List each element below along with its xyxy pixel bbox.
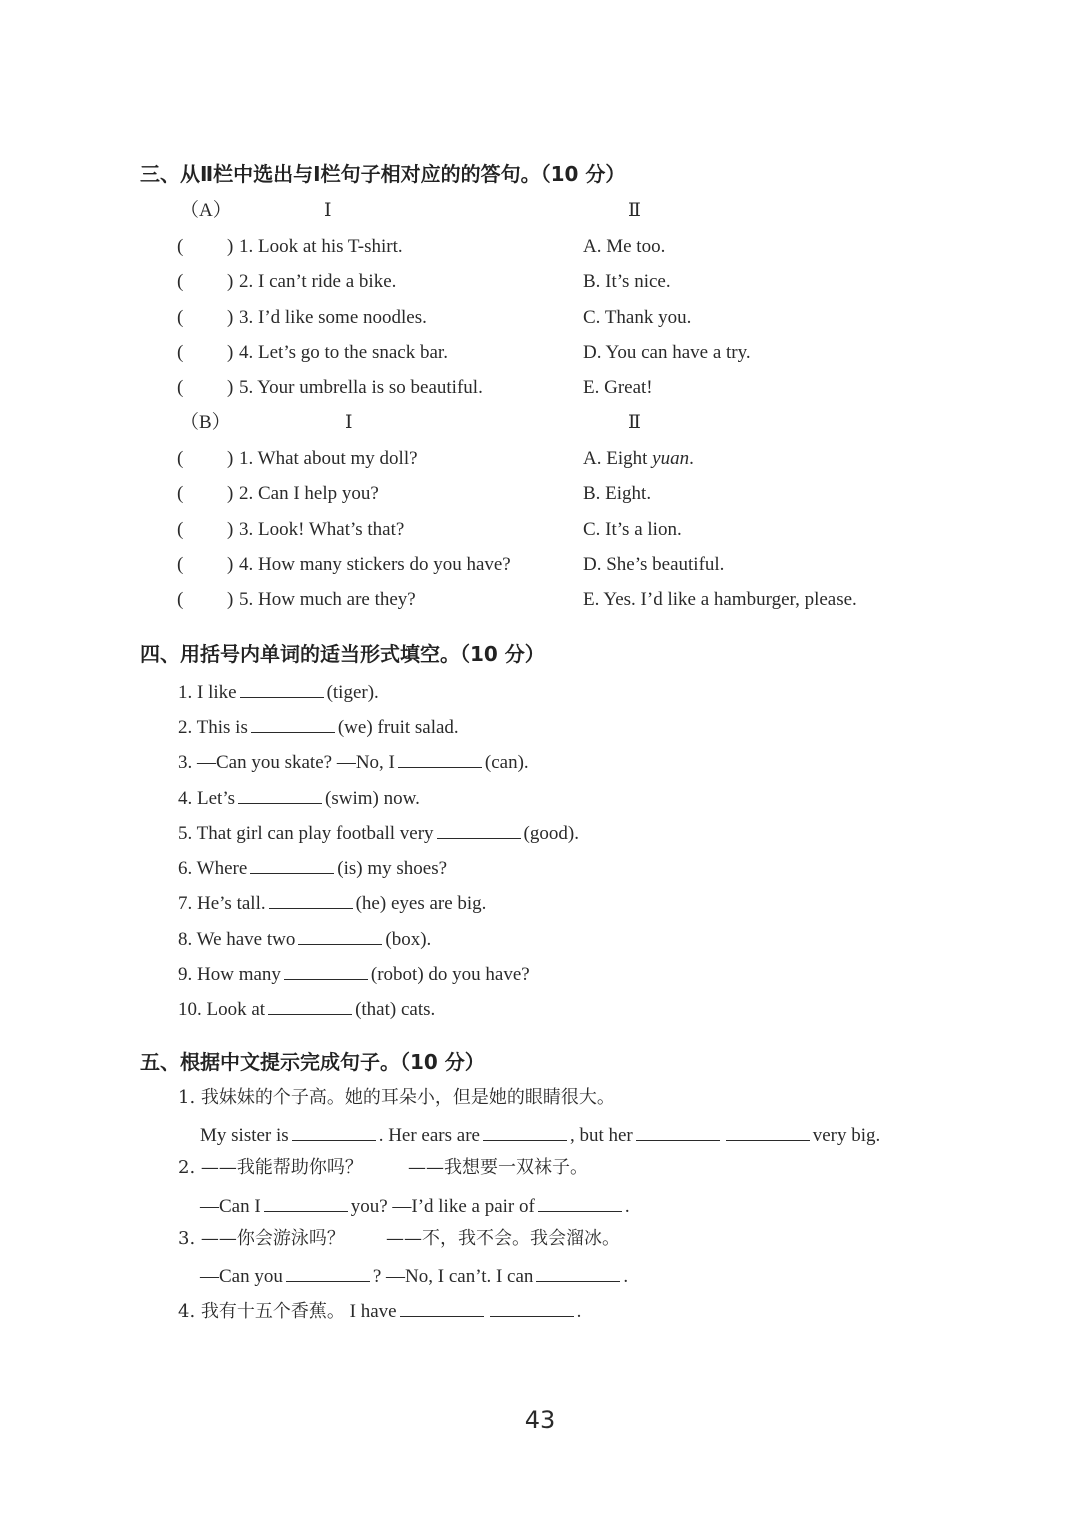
- part-b-question-2: 2. Can I help you?: [239, 483, 379, 504]
- q1-english: [200, 1124, 880, 1145]
- q1-part-d: very big.: [812, 1125, 881, 1146]
- fill-item-pre: 4. Let’s: [178, 788, 235, 809]
- part-a-answer-4: D. You can have a try.: [583, 342, 751, 363]
- q3-part-a: —Can you: [200, 1266, 283, 1287]
- answer-blank[interactable]: [536, 1265, 620, 1282]
- q2-chinese-b: ——我想要一双袜子。: [408, 1157, 588, 1178]
- part-a-answer-2: B. It’s nice.: [583, 271, 671, 292]
- part-a-question-3: 3. I’d like some noodles.: [239, 307, 427, 328]
- answer-blank[interactable]: [240, 681, 324, 698]
- fill-item-post: (that) cats.: [355, 999, 436, 1020]
- fill-item-3: [178, 751, 529, 772]
- answer-blank[interactable]: [250, 857, 334, 874]
- fill-item-post: (robot) do you have?: [370, 964, 530, 985]
- answer-blank[interactable]: [264, 1195, 348, 1212]
- q1-part-a: My sister is: [200, 1125, 289, 1146]
- fill-item-post: (he) eyes are big.: [355, 893, 487, 914]
- part-b-answer-5: E. Yes. I’d like a hamburger, please.: [583, 589, 857, 610]
- answer-blank[interactable]: [490, 1300, 574, 1317]
- fill-item-pre: 9. How many: [178, 964, 281, 985]
- answer-paren-close: ): [227, 448, 234, 469]
- part-b-answer-1-italic: yuan: [652, 448, 690, 469]
- part-b-answer-3: C. It’s a lion.: [583, 519, 682, 540]
- fill-item-post: (swim) now.: [325, 788, 420, 809]
- section-5-heading: 五、根据中文提示完成句子。（10 分）: [140, 1050, 485, 1074]
- fill-item-7: [178, 892, 486, 913]
- part-a-col2: Ⅱ: [628, 200, 641, 221]
- answer-paren-close: ): [227, 307, 234, 328]
- answer-paren-close: ): [227, 483, 234, 504]
- answer-blank[interactable]: [483, 1124, 567, 1141]
- part-b-answer-1: [583, 449, 694, 468]
- answer-blank[interactable]: [268, 998, 352, 1015]
- answer-blank[interactable]: [636, 1124, 720, 1141]
- fill-item-post: (good).: [523, 823, 579, 844]
- fill-item-post: (we) fruit salad.: [337, 717, 459, 738]
- fill-item-10: [178, 998, 435, 1019]
- q2-part-a: —Can I: [200, 1196, 261, 1217]
- answer-paren-open: (: [177, 483, 184, 504]
- part-b-col2: Ⅱ: [628, 412, 641, 433]
- answer-paren-open: (: [177, 342, 184, 363]
- answer-blank[interactable]: [400, 1300, 484, 1317]
- part-a-question-4: 4. Let’s go to the snack bar.: [239, 342, 448, 363]
- part-b-answer-2: B. Eight.: [583, 483, 652, 504]
- fill-item-pre: 6. Where: [178, 858, 248, 879]
- answer-paren-close: ): [227, 271, 234, 292]
- answer-paren-open: (: [177, 519, 184, 540]
- q3-chinese-b: ——不，我不会。我会溜冰。: [386, 1228, 620, 1249]
- part-b-question-1: 1. What about my doll?: [239, 448, 418, 469]
- answer-paren-open: (: [177, 589, 184, 610]
- answer-blank[interactable]: [398, 751, 482, 768]
- fill-item-pre: 5. That girl can play football very: [178, 823, 434, 844]
- answer-blank[interactable]: [284, 963, 368, 980]
- page-number: 43: [524, 1406, 556, 1434]
- answer-paren-open: (: [177, 377, 184, 398]
- answer-blank[interactable]: [238, 787, 322, 804]
- fill-item-post: (can).: [484, 752, 529, 773]
- answer-paren-open: (: [177, 236, 184, 257]
- q1-part-c: , but her: [569, 1125, 633, 1146]
- part-a-question-2: 2. I can’t ride a bike.: [239, 271, 397, 292]
- part-b-question-3: 3. Look! What’s that?: [239, 519, 405, 540]
- fill-item-pre: 2. This is: [178, 717, 248, 738]
- answer-blank[interactable]: [286, 1265, 370, 1282]
- answer-paren-close: ): [227, 589, 234, 610]
- fill-item-4: [178, 787, 420, 808]
- q4-chinese: 4. 我有十五个香蕉。: [178, 1301, 345, 1322]
- answer-paren-close: ): [227, 342, 234, 363]
- fill-item-6: [178, 857, 447, 878]
- fill-item-5: [178, 822, 579, 843]
- fill-item-pre: 10. Look at: [178, 999, 266, 1020]
- part-a-col1: Ⅰ: [324, 200, 332, 221]
- q4-english: I have: [349, 1301, 397, 1322]
- answer-paren-close: ): [227, 554, 234, 575]
- q2-chinese-a: 2. ——我能帮助你吗？: [178, 1157, 363, 1178]
- fill-item-post: (box).: [385, 929, 432, 950]
- part-a-answer-1: A. Me too.: [583, 236, 666, 257]
- answer-blank[interactable]: [269, 892, 353, 909]
- answer-blank[interactable]: [298, 928, 382, 945]
- q3-english: [200, 1265, 628, 1286]
- answer-paren-close: ): [227, 519, 234, 540]
- q4-line: [178, 1300, 581, 1321]
- fill-item-2: [178, 716, 459, 737]
- part-b-question-5: 5. How much are they?: [239, 589, 416, 610]
- fill-item-post: (tiger).: [326, 682, 379, 703]
- q2-english: [200, 1195, 630, 1216]
- q2-part-c: .: [624, 1196, 630, 1217]
- part-b-label: （B）: [180, 412, 231, 433]
- q2-part-b: you? —I’d like a pair of: [350, 1196, 535, 1217]
- part-b-answer-4: D. She’s beautiful.: [583, 554, 725, 575]
- part-a-answer-3: C. Thank you.: [583, 307, 692, 328]
- part-b-col1: Ⅰ: [345, 412, 353, 433]
- q1-chinese: 1. 我妹妹的个子高。她的耳朵小，但是她的眼睛很大。: [178, 1087, 615, 1108]
- fill-item-post: (is) my shoes?: [337, 858, 448, 879]
- fill-item-pre: 8. We have two: [178, 929, 296, 950]
- fill-item-1: [178, 681, 379, 702]
- fill-item-8: [178, 928, 431, 949]
- answer-paren-close: ): [227, 377, 234, 398]
- answer-blank[interactable]: [437, 822, 521, 839]
- q3-part-c: .: [623, 1266, 629, 1287]
- answer-blank[interactable]: [292, 1124, 376, 1141]
- fill-item-9: [178, 963, 530, 984]
- fill-item-pre: 7. He’s tall.: [178, 893, 266, 914]
- answer-paren-open: (: [177, 307, 184, 328]
- section-3-heading: 三、从Ⅱ栏中选出与Ⅰ栏句子相对应的的答句。（10 分）: [140, 162, 626, 186]
- part-a-question-1: 1. Look at his T-shirt.: [239, 236, 403, 257]
- answer-paren-open: (: [177, 448, 184, 469]
- part-b-answer-1-end: .: [689, 448, 694, 469]
- q3-chinese-a: 3. ——你会游泳吗？: [178, 1228, 345, 1249]
- part-b-question-4: 4. How many stickers do you have?: [239, 554, 511, 575]
- answer-paren-open: (: [177, 554, 184, 575]
- q3-part-b: ? —No, I can’t. I can: [372, 1266, 534, 1287]
- answer-paren-close: ): [227, 236, 234, 257]
- fill-item-pre: 3. —Can you skate? —No, I: [178, 752, 395, 773]
- part-b-answer-1-text: A. Eight: [583, 448, 653, 469]
- answer-paren-open: (: [177, 271, 184, 292]
- answer-blank[interactable]: [251, 716, 335, 733]
- part-a-question-5: 5. Your umbrella is so beautiful.: [239, 377, 483, 398]
- q4-end: .: [576, 1301, 582, 1322]
- answer-blank[interactable]: [538, 1195, 622, 1212]
- fill-item-pre: 1. I like: [178, 682, 237, 703]
- section-4-heading: 四、用括号内单词的适当形式填空。（10 分）: [140, 642, 545, 666]
- part-a-label: （A）: [180, 200, 232, 221]
- q1-part-b: . Her ears are: [378, 1125, 480, 1146]
- answer-blank[interactable]: [726, 1124, 810, 1141]
- part-a-answer-5: E. Great!: [583, 377, 653, 398]
